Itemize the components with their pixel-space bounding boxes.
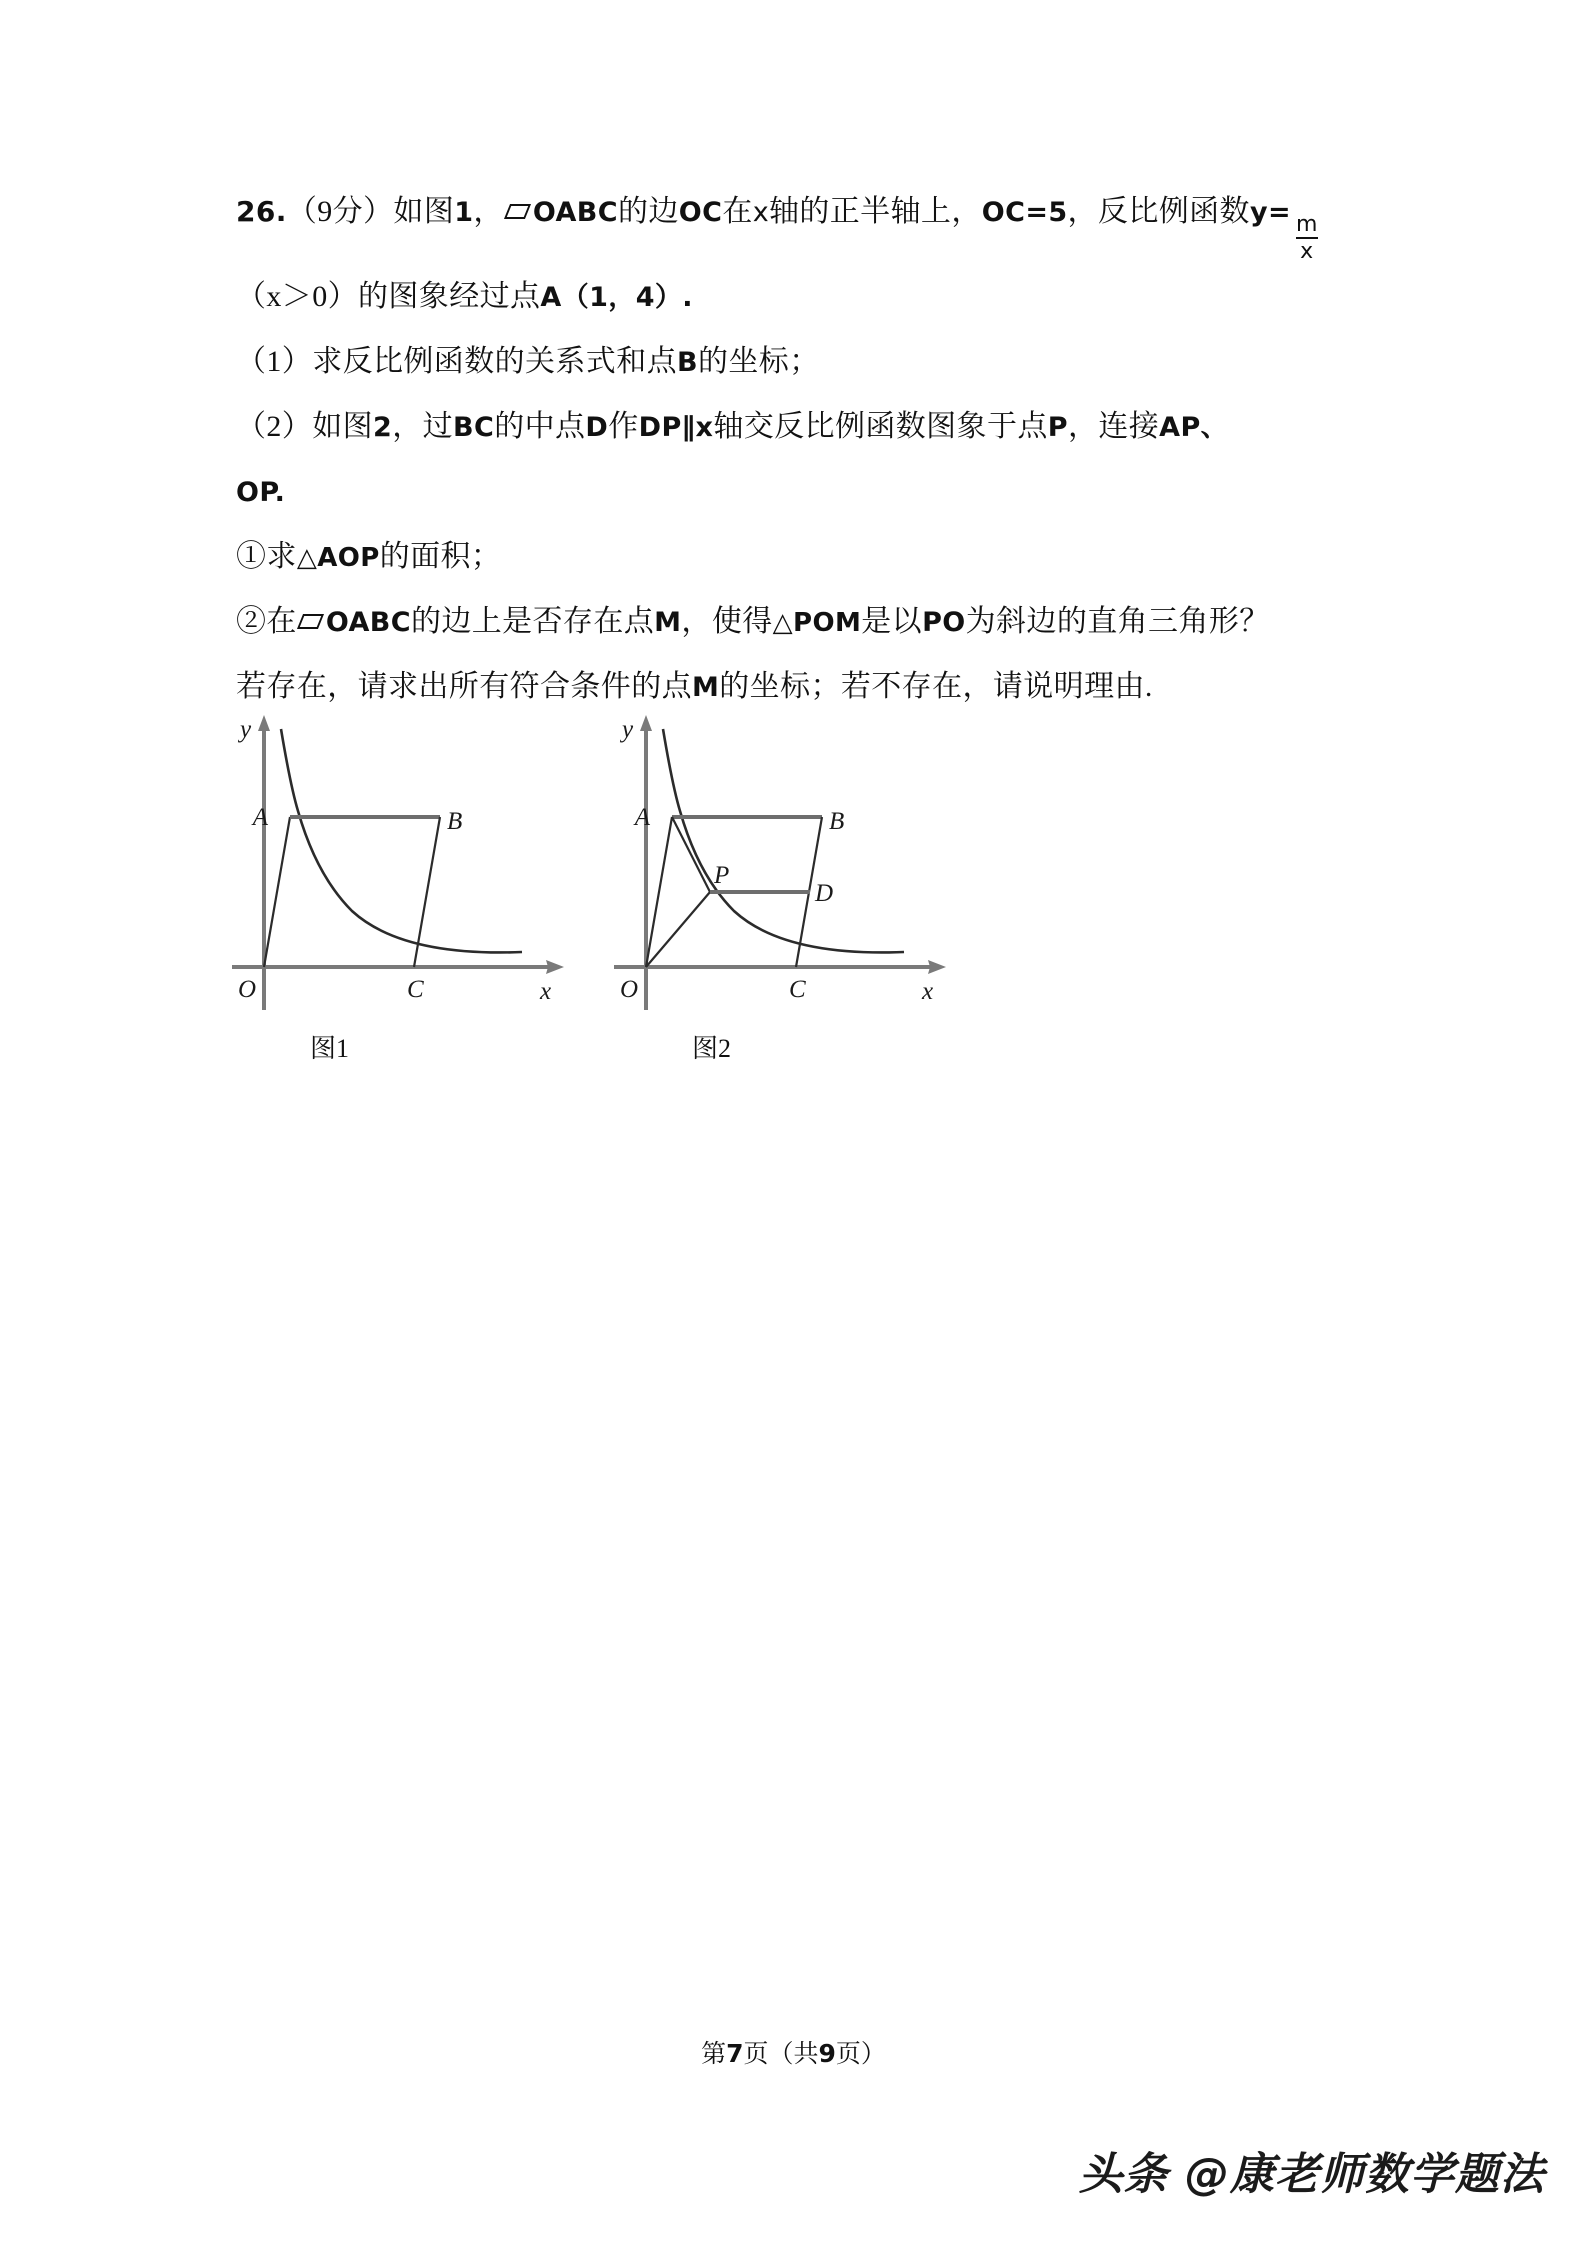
label-origin: O (620, 976, 639, 1003)
sub2-text-3: ，使得 (681, 605, 773, 639)
figure-1-caption: 图1 (310, 1034, 350, 1063)
segment-oc: OC (678, 197, 723, 228)
fraction-numerator: m (1295, 212, 1318, 238)
y-axis-arrow (258, 715, 270, 731)
part2-text-3: 的中点 (494, 410, 586, 444)
hyperbola-curve (663, 729, 904, 952)
y-axis-arrow (640, 715, 652, 731)
figure1-reference: 1 (454, 197, 474, 228)
triangle-pom: △POM (772, 608, 862, 639)
label-point-b: B (447, 808, 463, 835)
question-sub-2-line-1 (236, 590, 1366, 655)
question-part-1 (236, 330, 1366, 395)
stem-text-3: 在 (722, 195, 753, 228)
part1-marker: （1） (236, 345, 313, 379)
quad-name-oabc: OABC (532, 197, 618, 228)
label-axis-y: y (622, 716, 634, 743)
segment-op: OP. (236, 477, 286, 509)
segment-op-line (646, 892, 710, 967)
question-line-1 (236, 180, 1366, 265)
question-body (236, 180, 1366, 720)
sub1-marker: ① (236, 540, 267, 574)
footer-suffix: 页） (835, 2041, 886, 2068)
label-point-p: P (714, 862, 730, 889)
footer-prefix: 第 (701, 2041, 727, 2068)
stem-text-1: 如图 (393, 195, 455, 228)
parallelogram-icon (504, 204, 531, 219)
question-score: （9分） (286, 195, 394, 228)
label-point-b: B (829, 808, 845, 835)
part1-point-b: B (677, 347, 698, 379)
segment-po: PO (922, 607, 966, 639)
label-point-a: A (252, 804, 268, 831)
label-point-d: D (815, 880, 834, 907)
stem-text-5: ，反比例函数 (1067, 195, 1250, 228)
sub2-quad-name: OABC (325, 607, 411, 639)
axis-x-name: x (752, 197, 769, 228)
sub2-text-1: 在 (266, 605, 297, 639)
stem-text-6: 的图象经过点 (358, 280, 541, 314)
part2-text-2: ，过 (392, 410, 454, 444)
label-axis-y: y (240, 716, 252, 743)
figure-2 (614, 705, 964, 1065)
x-axis-arrow (546, 960, 564, 974)
figure-1-diagram (232, 705, 582, 1025)
sub2-point-m-2: M (692, 672, 720, 704)
point-p: P (1047, 412, 1068, 444)
stem-comma: ， (473, 195, 504, 228)
question-number-dot: . (275, 195, 287, 228)
sub2-text-2: 的边上是否存在点 (410, 605, 655, 639)
point-d: D (585, 412, 609, 444)
point-a-coordinates: A（1，4）. (540, 282, 693, 314)
hyperbola-curve (281, 729, 522, 952)
sub2-line2-a: 若存在，请求出所有符合条件的点 (236, 670, 692, 704)
label-point-c: C (407, 976, 424, 1003)
stem-text-4: 轴的正半轴上， (768, 195, 982, 228)
sub2-text-4: 是以 (861, 605, 923, 639)
side-oa (646, 817, 672, 967)
label-origin: O (238, 976, 257, 1003)
x-axis-arrow (928, 960, 946, 974)
label-point-a: A (634, 804, 650, 831)
oc-length-value: OC=5 (981, 197, 1068, 228)
part2-text-5: 轴交反比例函数图象于点 (713, 410, 1048, 444)
question-number: 26 (236, 195, 276, 228)
part2-text-6: ，连接 (1067, 410, 1160, 444)
question-sub-1 (236, 525, 1366, 590)
sub2-text-5: 为斜边的直角三角形？ (965, 605, 1270, 639)
question-part-2-line-1 (236, 395, 1366, 460)
stem-text-2: 的边 (617, 195, 679, 228)
sub1-text-1: 求 (266, 540, 297, 574)
figure-1 (232, 705, 582, 1065)
figures-container (232, 705, 972, 1065)
footer-page-total: 9 (818, 2039, 836, 2068)
parallelogram-icon-2 (297, 614, 324, 629)
sub1-text-2: 的面积； (379, 540, 502, 574)
part2-text-1: 如图 (312, 410, 374, 444)
watermark: 头条 @康老师数学题法 (1078, 2149, 1545, 2200)
segment-bc: BC (453, 412, 495, 444)
label-axis-x: x (540, 978, 552, 1005)
figure-2-diagram (614, 705, 964, 1025)
segment-ap-line (672, 817, 710, 892)
function-lead: y= (1249, 197, 1291, 228)
part2-marker: （2） (236, 410, 313, 444)
question-part-2-line-2 (236, 460, 1366, 525)
fraction-denominator: x (1296, 237, 1317, 263)
footer-page-number: 7 (726, 2039, 744, 2068)
page-footer (0, 2034, 1587, 2070)
domain-condition: （x＞0） (236, 280, 358, 314)
sub2-marker: ② (236, 605, 267, 639)
fraction-m-over-x (1292, 213, 1322, 263)
triangle-aop: △AOP (296, 543, 380, 574)
question-line-2 (236, 265, 1366, 330)
part2-text-4: 作 (608, 410, 639, 444)
figure-2-caption: 图2 (692, 1034, 732, 1063)
segment-dp-parallel-x: DP∥x (638, 412, 714, 444)
part1-text: 求反比例函数的关系式和点 (312, 345, 678, 379)
footer-mid: 页（共 (743, 2041, 819, 2068)
label-axis-x: x (922, 978, 934, 1005)
figure2-reference: 2 (373, 412, 393, 444)
segment-ap: AP、 (1159, 412, 1229, 444)
point-m: M (654, 607, 682, 639)
part1-tail: 的坐标； (698, 345, 820, 379)
label-point-c: C (789, 976, 806, 1003)
sub2-line2-b: 的坐标；若不存在，请说明理由. (719, 670, 1153, 704)
side-oa (264, 817, 290, 967)
